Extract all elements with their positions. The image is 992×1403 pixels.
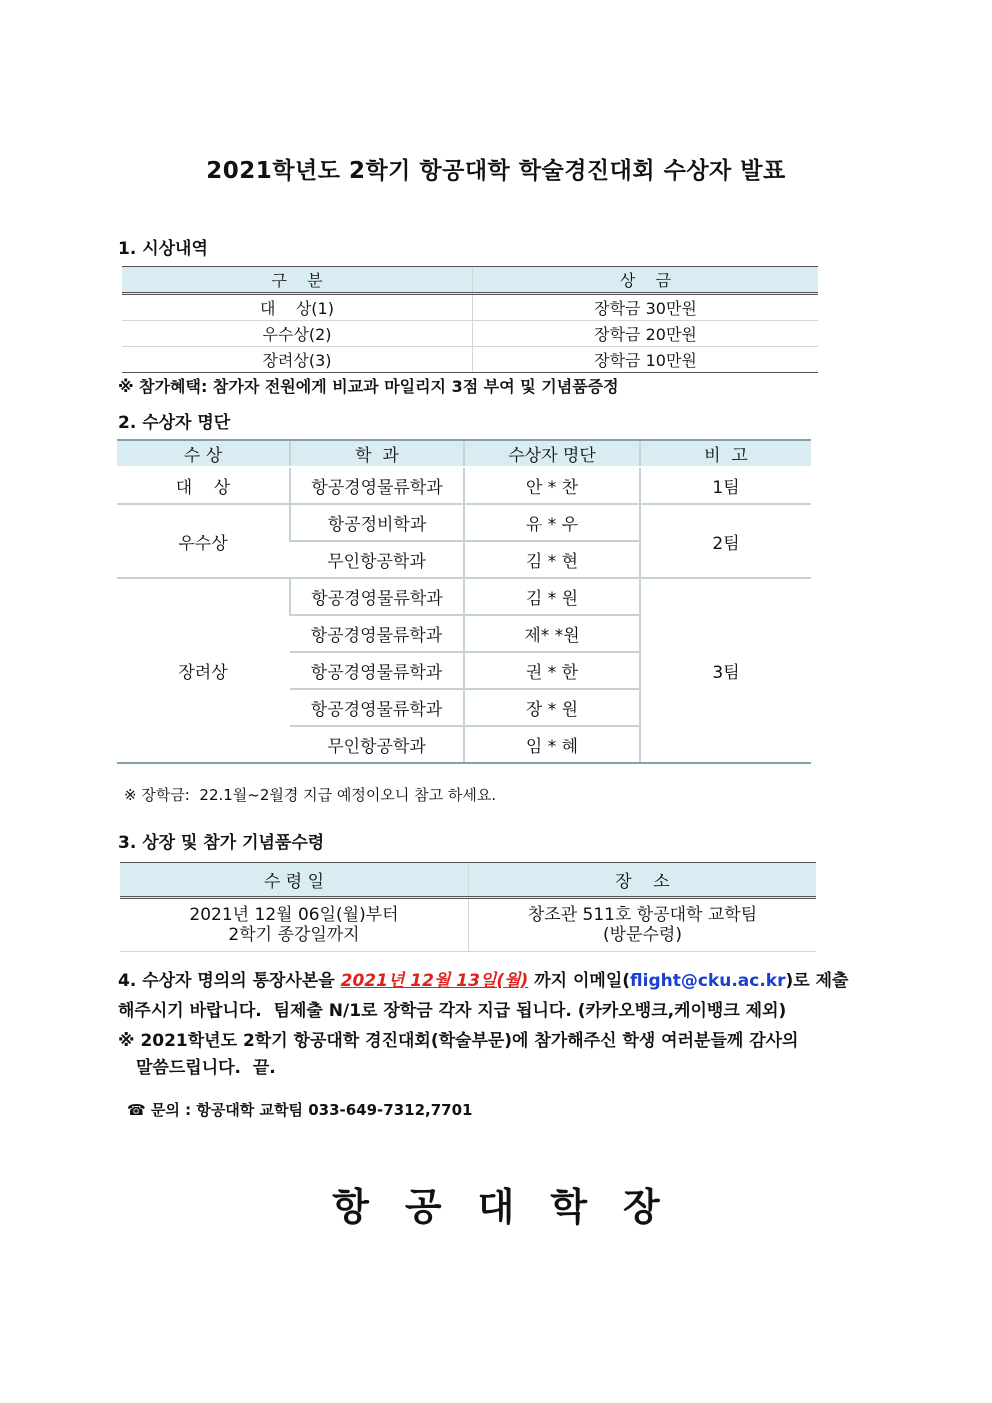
prize-amount: 장학금 30만원: [473, 294, 819, 321]
award-cell: 장려상: [117, 578, 290, 763]
contact-email-link[interactable]: flight@cku.ac.kr: [630, 971, 786, 991]
thanks-line2: 말씀드립니다. 끝.: [136, 1058, 276, 1078]
pickup-table: [120, 862, 816, 952]
section2-heading: 2. 수상자 명단: [118, 413, 231, 433]
instruction-prefix: 4. 수상자 명의의 통장사본을: [118, 971, 341, 991]
prize-header-amount: 상 금: [473, 267, 819, 294]
participation-benefit-note: ※ 참가혜택: 참가자 전원에게 비교과 마일리지 3점 부여 및 기념품증정: [118, 377, 619, 396]
page-title: 2021학년도 2학기 항공대학 학술경진대회 수상자 발표: [206, 158, 786, 184]
department-cell: 항공경영물류학과: [290, 615, 464, 652]
department-cell: 항공경영물류학과: [290, 689, 464, 726]
contact-info: ☎ 문의 : 항공대학 교학팀 033-649-7312,7701: [127, 1101, 473, 1119]
scholarship-note: ※ 장학금: 22.1월~2월경 지급 예정이오니 참고 하세요.: [124, 786, 497, 804]
department-cell: 항공경영물류학과: [290, 578, 464, 615]
department-cell: 항공경영물류학과: [290, 467, 464, 504]
instruction-line2: 해주시기 바랍니다. 팀제출 N/1로 장학금 각자 지급 됩니다. (카카오뱅크,케이뱅크 제외): [118, 1001, 787, 1021]
section3-heading: 3. 상장 및 참가 기념품수령: [118, 833, 325, 853]
thanks-line1: ※ 2021학년도 2학기 항공대학 경진대회(학술부문)에 참가해주신 학생 여러분들께 감사의: [118, 1031, 799, 1051]
winner-name-cell: 제* *원: [464, 615, 640, 652]
pickup-date-cell: [120, 898, 469, 952]
pickup-date-start: 2021년 12월 06일(월)부터: [189, 905, 399, 925]
pickup-place-room: 창조관 511호 항공대학 교학팀: [527, 905, 758, 925]
team-cell: 2팀: [640, 504, 811, 578]
pickup-date-end: 2학기 종강일까지: [228, 925, 360, 945]
prize-amount: 장학금 10만원: [473, 347, 819, 373]
pickup-header-place: 장 소: [469, 863, 817, 898]
signature: 항공대학장: [332, 1185, 696, 1229]
winners-header-remark: 비 고: [640, 440, 811, 467]
winners-table: [117, 439, 811, 764]
winner-name-cell: 장 * 원: [464, 689, 640, 726]
prize-table: [122, 266, 818, 373]
award-cell: 대 상: [117, 467, 290, 504]
prize-category: 대 상(1): [122, 294, 473, 321]
winner-name-cell: 유 * 우: [464, 504, 640, 541]
winner-name-cell: 임 * 혜: [464, 726, 640, 763]
winners-header-department: 학 과: [290, 440, 464, 467]
submission-deadline: 2021년 12월 13일(월): [340, 971, 529, 991]
pickup-header-date: 수 령 일: [120, 863, 469, 898]
bankbook-instruction: [118, 966, 878, 996]
winners-header-names: 수상자 명단: [464, 440, 640, 467]
winners-header-award: 수 상: [117, 440, 290, 467]
winner-name-cell: 안 * 찬: [464, 467, 640, 504]
winner-name-cell: 김 * 원: [464, 578, 640, 615]
department-cell: 무인항공학과: [290, 726, 464, 763]
pickup-place-cell: [469, 898, 817, 952]
department-cell: 항공정비학과: [290, 504, 464, 541]
winner-name-cell: 권 * 한: [464, 652, 640, 689]
prize-category: 우수상(2): [122, 321, 473, 347]
department-cell: 항공경영물류학과: [290, 652, 464, 689]
prize-header-category: 구 분: [122, 267, 473, 294]
instruction-suffix: )로 제출: [785, 971, 849, 991]
award-cell: 우수상: [117, 504, 290, 578]
pickup-place-method: (방문수령): [603, 925, 682, 945]
instruction-mid: 까지 이메일(: [528, 971, 631, 991]
team-cell: 3팀: [640, 578, 811, 763]
winner-name-cell: 김 * 현: [464, 541, 640, 578]
section1-heading: 1. 시상내역: [118, 239, 208, 259]
team-cell: 1팀: [640, 467, 811, 504]
department-cell: 무인항공학과: [290, 541, 464, 578]
prize-amount: 장학금 20만원: [473, 321, 819, 347]
prize-category: 장려상(3): [122, 347, 473, 373]
